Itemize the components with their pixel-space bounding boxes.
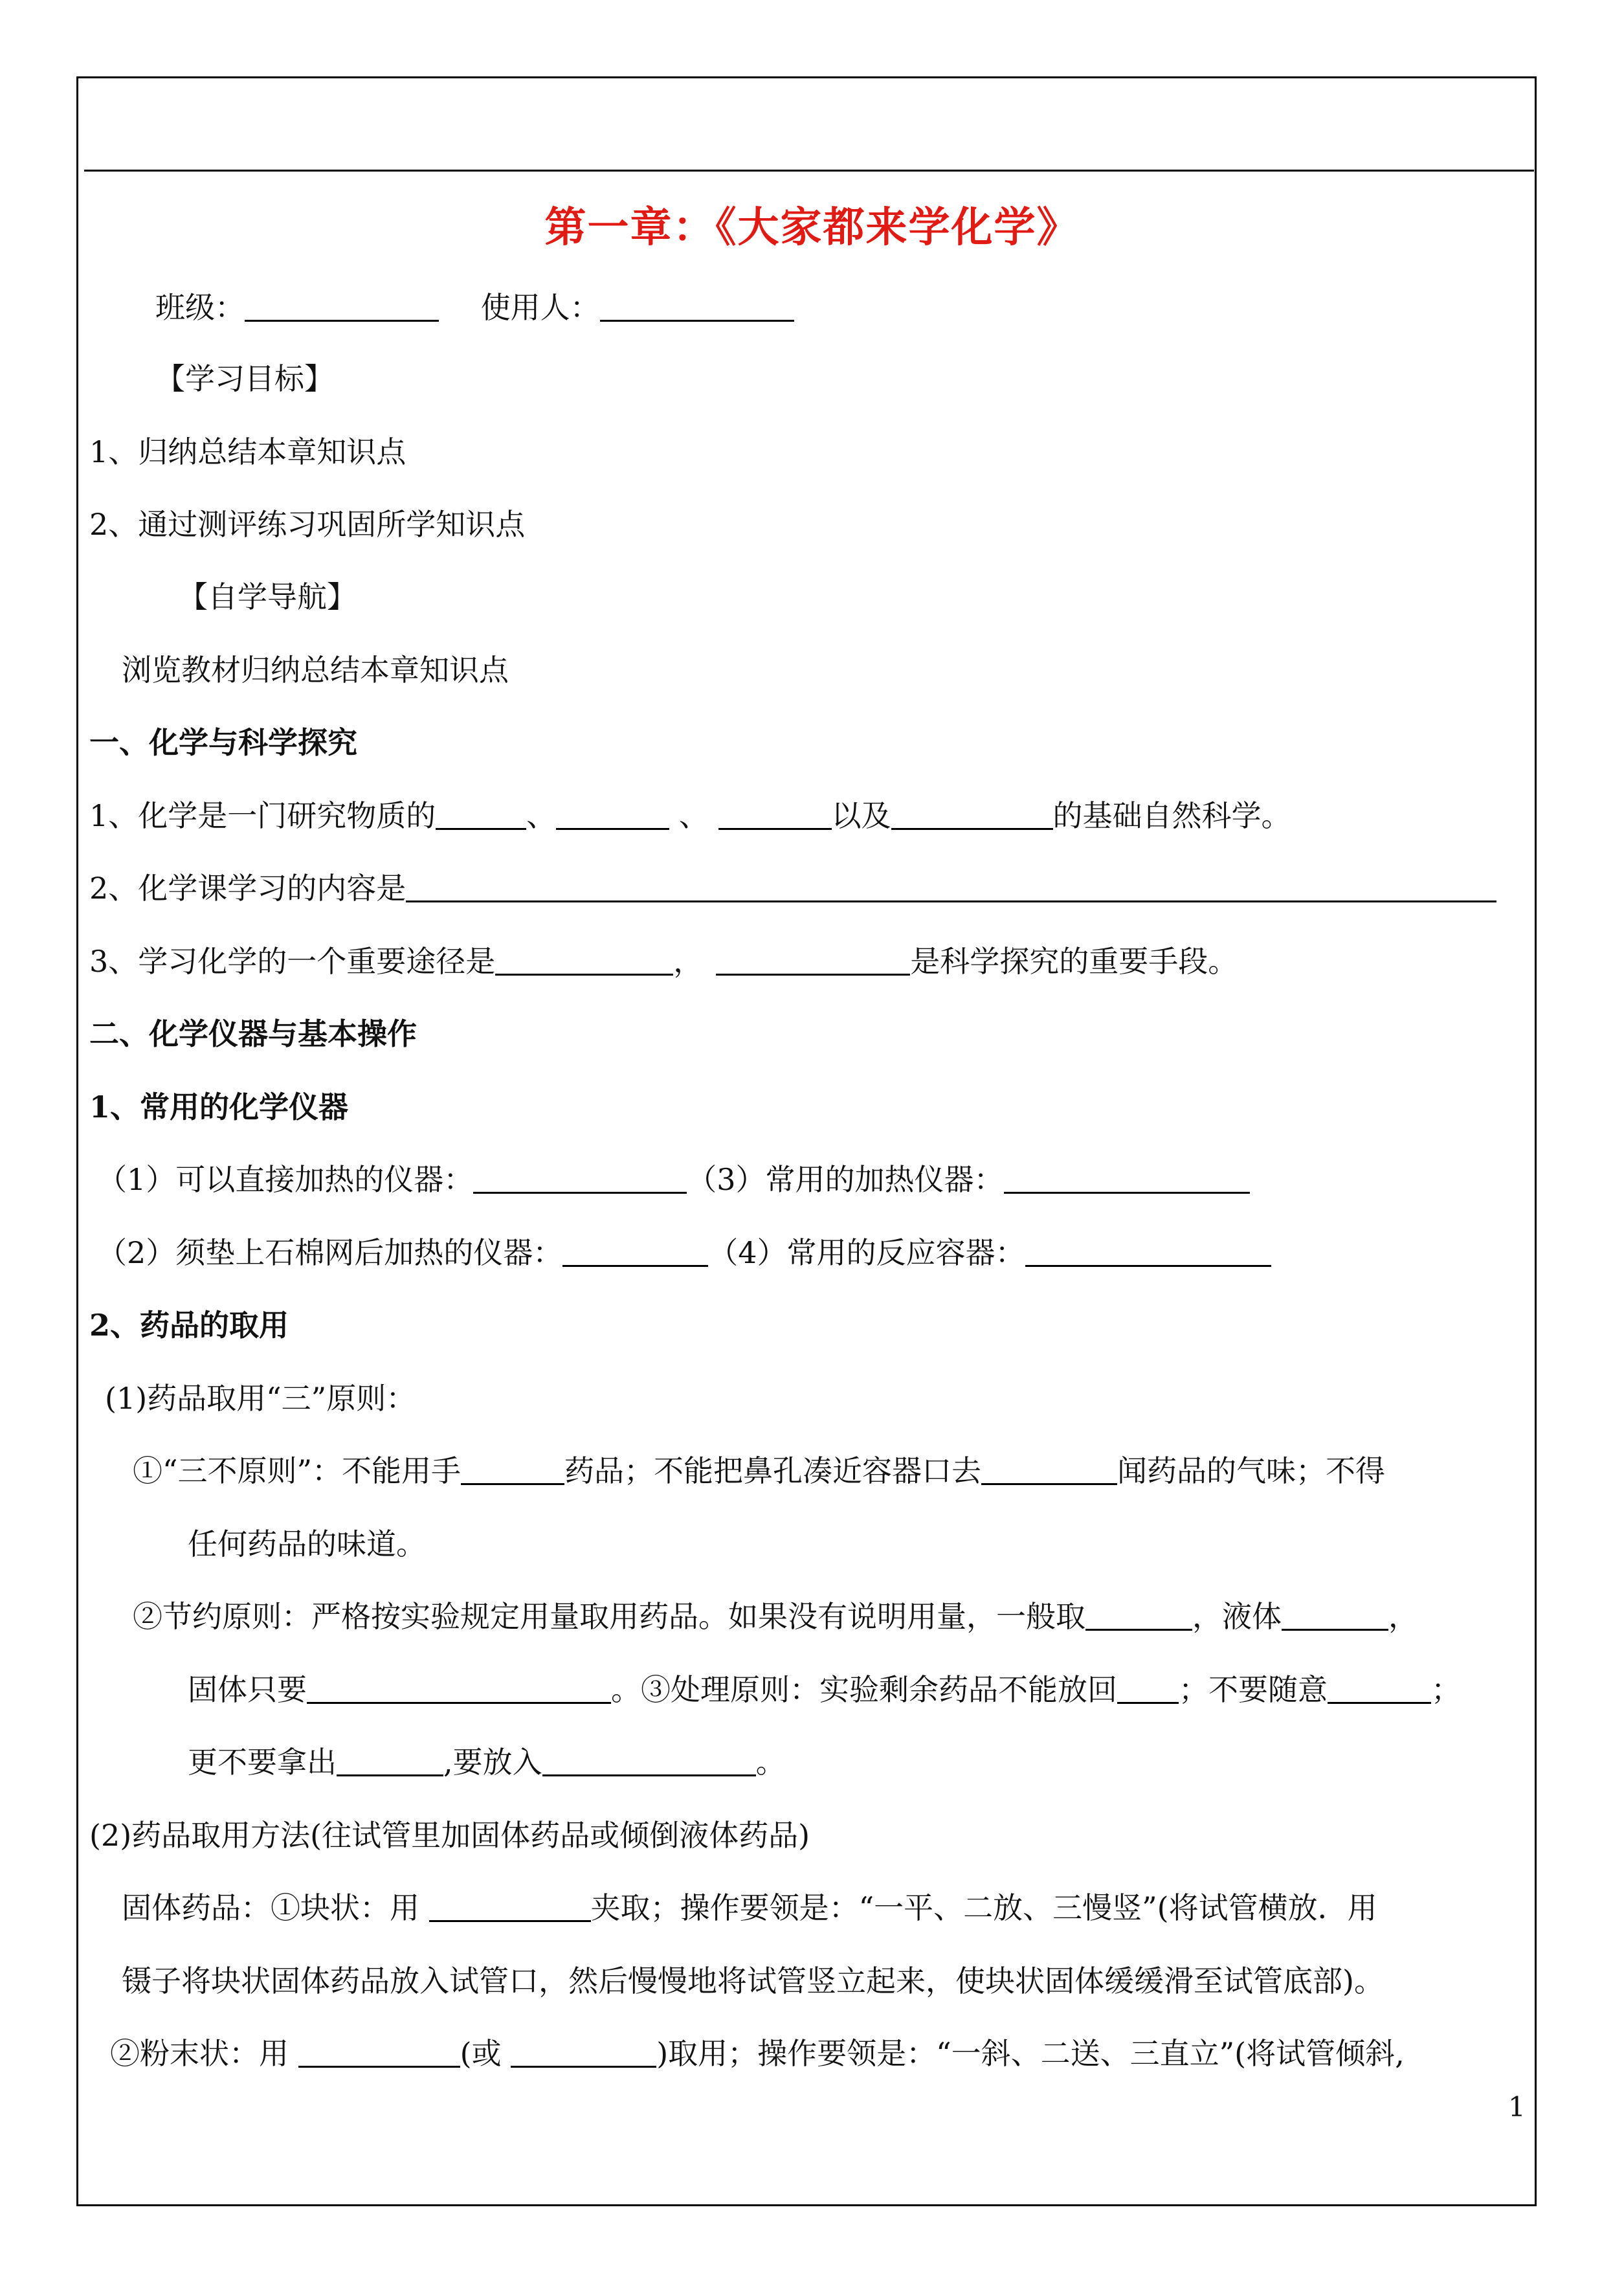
section1-heading: 一、化学与科学探究 [89,725,357,760]
p1b2-blank-1[interactable] [307,1676,611,1704]
p1b-blank-2[interactable] [1282,1603,1388,1631]
p1b3-text-c: 。 [755,1745,786,1780]
p1b-blank-1[interactable] [1085,1603,1192,1631]
principle-1-cont: 任何药品的味道。 [188,1527,426,1561]
user-blank[interactable] [600,294,794,322]
q3-sep: ， [673,944,704,979]
r2a-text: （2）须垫上石棉网后加热的仪器： [97,1235,563,1270]
q1-blank-1[interactable] [436,802,526,830]
p1b-text-b: ，液体 [1192,1599,1282,1634]
q1-blank-2[interactable] [556,802,669,830]
method-powder [110,2034,1405,2073]
document-title: 第一章：《大家都来学化学》 [544,203,1080,252]
method-solid-block-cont: 镊子将块状固体药品放入试管口，然后慢慢地将试管竖立起来，使块状固体缓缓滑至试管底部)。 [122,1963,1384,1998]
p1b3-text-a: 更不要拿出 [188,1745,337,1780]
p2a-text-a: 固体药品：①块状：用 [122,1890,429,1925]
q2-blank[interactable] [406,875,1496,902]
principle-1 [133,1451,1385,1490]
r1a-text: （1）可以直接加热的仪器： [97,1162,474,1197]
p2a-blank[interactable] [429,1894,591,1922]
q3-blank-1[interactable] [495,948,673,976]
p1b3-blank-2[interactable] [542,1749,756,1776]
p2a-text-b: 夹取；操作要领是：“一平、二放、三慢竖”(将试管横放．用 [590,1890,1377,1925]
p1a-blank-2[interactable] [981,1457,1117,1485]
p1b2-text-c: ；不要随意 [1179,1672,1328,1707]
q1-text-a: 1、化学是一门研究物质的 [89,798,436,833]
p1b2-text-d: ； [1431,1672,1461,1707]
p1b3-text-b: ,要放入 [443,1745,542,1780]
question-2 [89,869,1496,908]
p2b-text-c: )取用；操作要领是：“一斜、二送、三直立”(将试管倾斜, [656,2036,1405,2071]
q3-blank-2[interactable] [716,948,910,976]
question-1 [89,796,1291,835]
goals-heading: 【学习目标】 [155,361,334,396]
class-label: 班级： [155,290,245,325]
q1-text-b: 以及 [831,798,891,833]
question-3 [89,942,1238,981]
goal-item-1: 1、归纳总结本章知识点 [89,434,406,469]
principle-2 [133,1597,1418,1636]
p1b2-text-b: 。③处理原则：实验剩余药品不能放回 [611,1672,1117,1707]
self-study-text: 浏览教材归纳总结本章知识点 [122,653,509,688]
p2b-blank-2[interactable] [511,2040,656,2068]
methods-heading: (2)药品取用方法(往试管里加固体药品或倾倒液体药品) [89,1818,810,1853]
p2b-blank-1[interactable] [298,2040,460,2068]
p1b3-blank-1[interactable] [337,1749,443,1776]
class-blank[interactable] [245,294,439,322]
self-study-heading: 【自学导航】 [178,579,357,614]
r2a-blank[interactable] [562,1239,708,1267]
q1-sep1: 、 [526,798,557,833]
q1-text-c: 的基础自然科学。 [1052,798,1291,833]
p2b-text-b: (或 [460,2036,511,2071]
r1b-text: （3）常用的加热仪器： [687,1162,1004,1197]
p1b2-text-a: 固体只要 [188,1672,307,1707]
header-rule [84,170,1534,172]
p1b-text-a: ②节约原则：严格按实验规定用量取用药品。如果没有说明用量，一般取 [133,1599,1085,1634]
subsection-instruments: 1、常用的化学仪器 [89,1090,349,1124]
section2-heading: 二、化学仪器与基本操作 [89,1016,417,1051]
principle-2-cont2 [188,1743,786,1782]
p1b2-blank-3[interactable] [1328,1676,1431,1704]
principles-heading: (1)药品取用“三”原则： [105,1381,416,1416]
q2-text: 2、化学课学习的内容是 [89,871,406,906]
q3-text-a: 3、学习化学的一个重要途径是 [89,944,496,979]
p1a-text-c: 闻药品的气味；不得 [1117,1453,1386,1488]
instruments-row-1 [97,1160,1250,1199]
method-solid-block [122,1888,1377,1927]
r1b-blank[interactable] [1004,1166,1250,1194]
user-label: 使用人： [480,290,600,325]
goal-item-2: 2、通过测评练习巩固所学知识点 [89,507,526,542]
q3-text-b: 是科学探究的重要手段。 [910,944,1238,979]
p1a-text-a: ①“三不原则”：不能用手 [133,1453,462,1488]
instruments-row-2 [97,1233,1271,1272]
p1a-blank-1[interactable] [461,1457,564,1485]
q1-blank-3[interactable] [718,802,832,830]
p2b-text-a: ②粉末状：用 [110,2036,298,2071]
p1b2-blank-2[interactable] [1117,1676,1179,1704]
q1-sep2: 、 [669,798,718,833]
page-number: 1 [1508,2091,1526,2123]
p1a-text-b: 药品；不能把鼻孔凑近容器口去 [564,1453,982,1488]
r1a-blank[interactable] [473,1166,687,1194]
subsection-reagents: 2、药品的取用 [89,1308,289,1343]
principle-2-cont [188,1670,1461,1709]
p1b-text-c: ， [1388,1599,1418,1634]
header-fields [155,288,794,327]
q1-blank-4[interactable] [891,802,1053,830]
r2b-text: （4）常用的反应容器： [708,1235,1025,1270]
r2b-blank[interactable] [1025,1239,1271,1267]
